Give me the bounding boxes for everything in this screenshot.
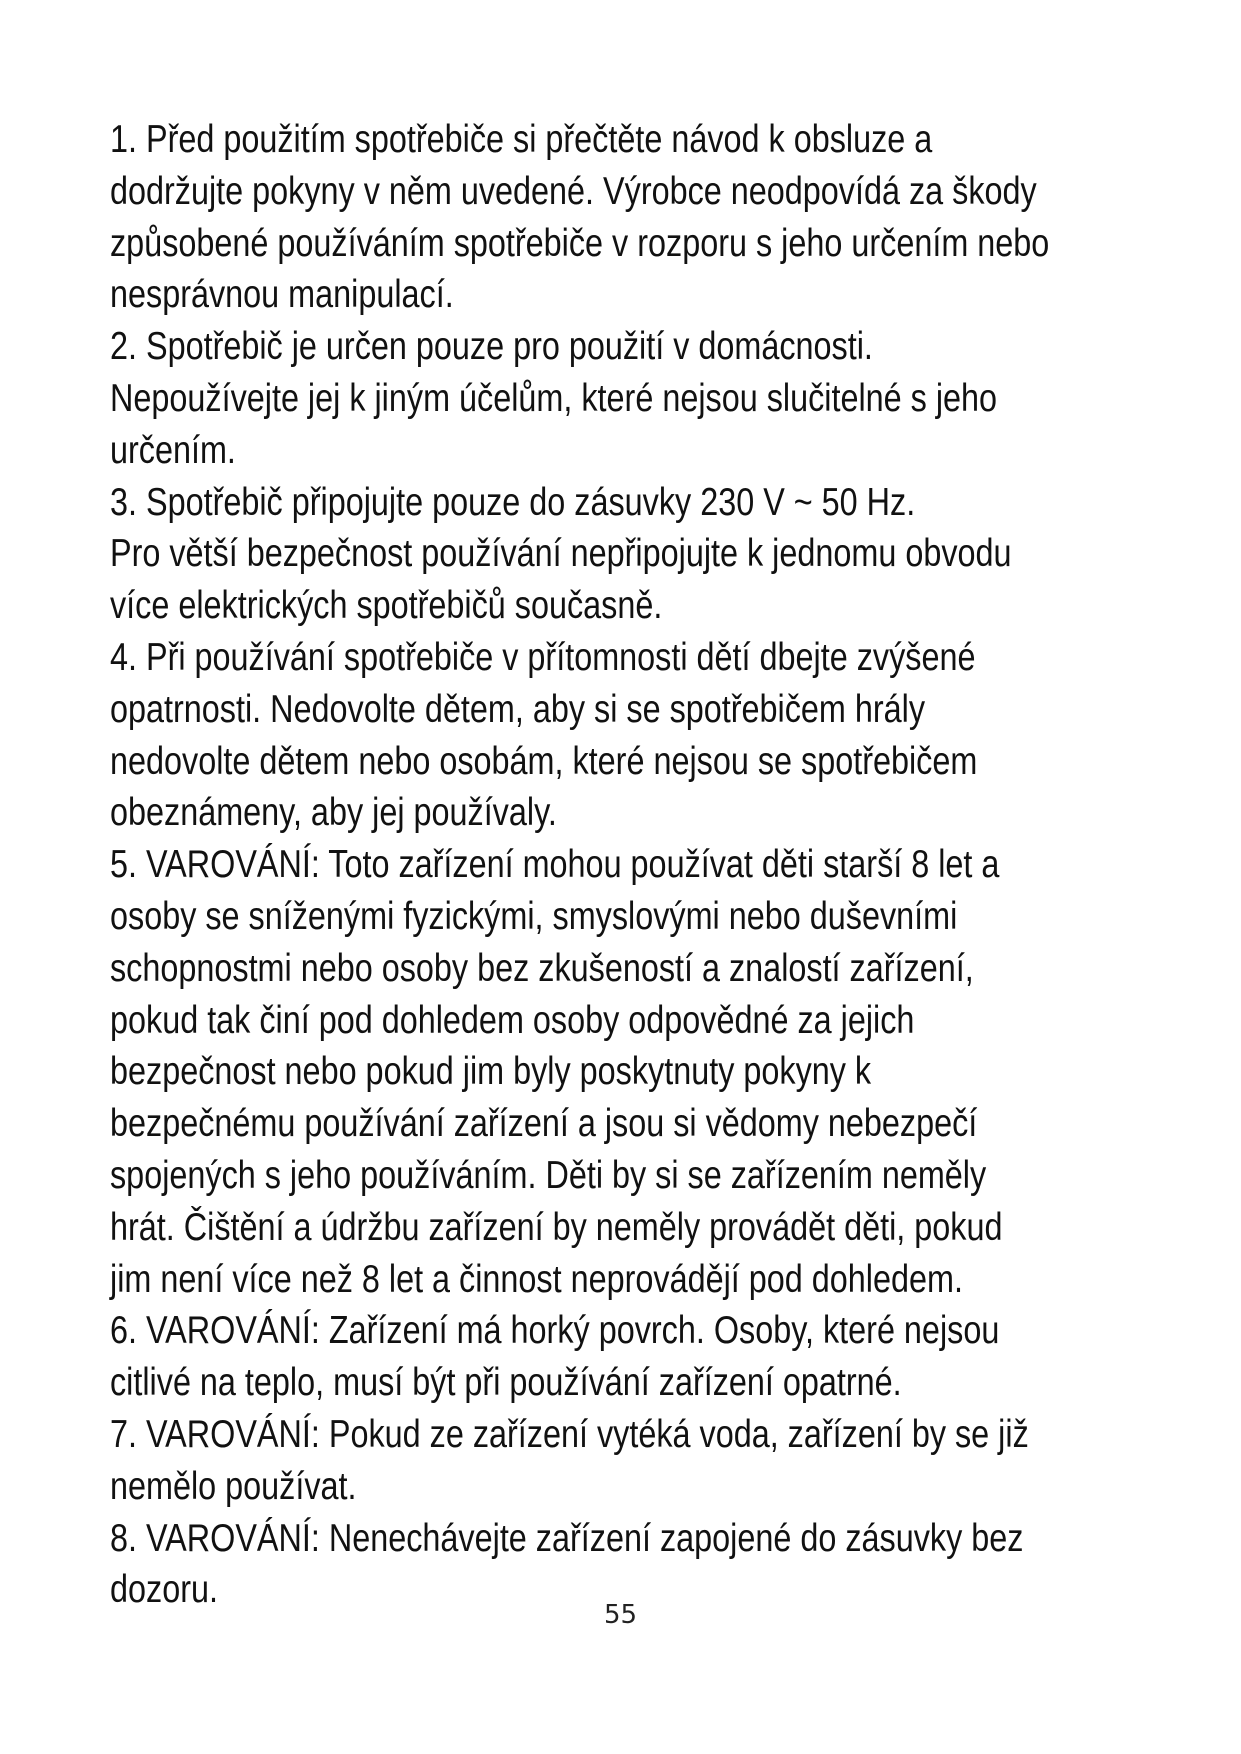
text-line: jim není více než 8 let a činnost neprovádějí pod dohledem.: [110, 1257, 963, 1301]
text-line: 2. Spotřebič je určen pouze pro použití v domácnosti.: [110, 325, 873, 369]
text-line: více elektrických spotřebičů současně.: [110, 584, 663, 628]
text-line: 3. Spotřebič připojujte pouze do zásuvky 230 V ~ 50 Hz.: [110, 480, 916, 524]
text-line: 6. VAROVÁNÍ: Zařízení má horký povrch. Osoby, které nejsou: [110, 1309, 1000, 1353]
safety-instructions: [110, 114, 1190, 1616]
text-line: pokud tak činí pod dohledem osoby odpovědné za jejich: [110, 998, 915, 1042]
text-line: nedovolte dětem nebo osobám, které nejsou se spotřebičem: [110, 739, 978, 783]
text-line: způsobené používáním spotřebiče v rozporu s jeho určením nebo: [110, 221, 1050, 265]
text-line: 7. VAROVÁNÍ: Pokud ze zařízení vytéká voda, zařízení by se již: [110, 1412, 1029, 1456]
text-line: bezpečnému používání zařízení a jsou si vědomy nebezpečí: [110, 1102, 978, 1146]
text-line: bezpečnost nebo pokud jim byly poskytnuty pokyny k: [110, 1050, 872, 1094]
text-line: nemělo používat.: [110, 1464, 357, 1508]
text-line: citlivé na teplo, musí být při používání zařízení opatrné.: [110, 1361, 902, 1405]
text-line: opatrnosti. Nedovolte dětem, aby si se spotřebičem hrály: [110, 687, 926, 731]
text-line: dodržujte pokyny v něm uvedené. Výrobce neodpovídá za škody: [110, 169, 1037, 213]
text-line: 5. VAROVÁNÍ: Toto zařízení mohou používat děti starší 8 let a: [110, 843, 1000, 887]
text-line: Nepoužívejte jej k jiným účelům, které nejsou slučitelné s jeho: [110, 376, 998, 420]
text-line: 8. VAROVÁNÍ: Nenechávejte zařízení zapojené do zásuvky bez: [110, 1516, 1024, 1560]
text-line: schopnostmi nebo osoby bez zkušeností a znalostí zařízení,: [110, 946, 974, 990]
text-line: 4. Při používání spotřebiče v přítomnosti dětí dbejte zvýšené: [110, 635, 976, 679]
text-line: obeznámeny, aby jej používaly.: [110, 791, 557, 835]
text-line: nesprávnou manipulací.: [110, 273, 454, 317]
text-line: osoby se sníženými fyzickými, smyslovými nebo duševními: [110, 894, 958, 938]
text-line: dozoru.: [110, 1568, 218, 1612]
page-number: 55: [603, 1600, 638, 1630]
text-line: hrát. Čištění a údržbu zařízení by neměly provádět děti, pokud: [110, 1205, 1003, 1249]
text-line: Pro větší bezpečnost používání nepřipojujte k jednomu obvodu: [110, 532, 1012, 576]
text-line: spojených s jeho používáním. Děti by si se zařízením neměly: [110, 1153, 987, 1197]
text-line: určením.: [110, 428, 236, 472]
text-line: 1. Před použitím spotřebiče si přečtěte návod k obsluze a: [110, 118, 933, 161]
